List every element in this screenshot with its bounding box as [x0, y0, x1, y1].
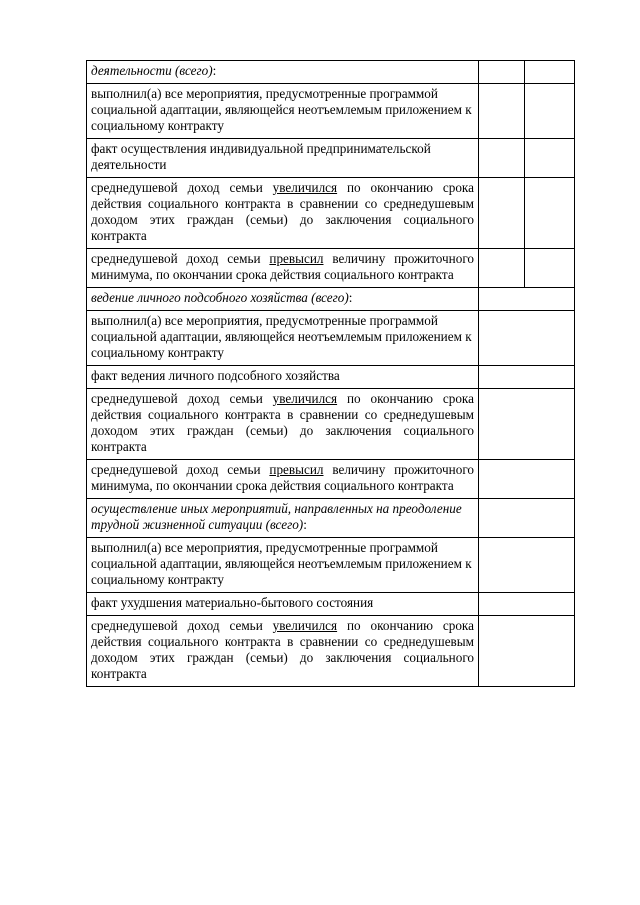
section-header-label: деятельности (всего) [91, 63, 213, 78]
income-change-keyword: увеличился [272, 180, 338, 195]
table-row [87, 366, 575, 389]
income-indicator-text: среднедушевой доход семьи [91, 462, 270, 477]
income-indicator-cell [87, 389, 479, 460]
table-row [87, 460, 575, 499]
value-cell[interactable] [479, 538, 575, 593]
income-indicator-text: среднедушевой доход семьи [91, 251, 270, 266]
income-indicator-cell [87, 616, 479, 687]
income-indicator-text: величину прожиточного минимума, по окончании срока действия социального контракта [91, 251, 474, 282]
value-cell[interactable] [479, 311, 575, 366]
table-row [87, 61, 575, 84]
indicator-label: факт осуществления индивидуальной предпринимательской деятельности [91, 141, 431, 172]
table-row [87, 311, 575, 366]
table-row [87, 538, 575, 593]
indicators-table [86, 60, 575, 687]
indicator-label-cell [87, 139, 479, 178]
value-cell[interactable] [479, 389, 575, 460]
section-header-colon: : [212, 63, 217, 78]
income-change-keyword: превысил [269, 251, 324, 266]
indicator-label: факт ухудшения материально-бытового состояния [91, 595, 374, 610]
indicator-label-cell [87, 538, 479, 593]
table-row [87, 249, 575, 288]
income-indicator-text: среднедушевой доход семьи [91, 618, 273, 633]
table-row [87, 593, 575, 616]
income-indicator-text: среднедушевой доход семьи [91, 180, 273, 195]
section-header-label: ведение личного подсобного хозяйства (всего) [91, 290, 349, 305]
value-cell[interactable] [525, 139, 575, 178]
value-cell[interactable] [479, 616, 575, 687]
indicator-label: выполнил(а) все мероприятия, предусмотренные программой социальной адаптации, являющейся неотъемлемым приложением к социальному контракту [91, 313, 472, 360]
income-indicator-cell [87, 460, 479, 499]
indicator-label-cell [87, 84, 479, 139]
value-cell[interactable] [479, 84, 525, 139]
income-change-keyword: увеличился [272, 391, 338, 406]
income-indicator-text: по окончанию срока действия социального контракта в сравнении со среднедушевым доходом этих граждан (семьи) до заключения социального контракта [91, 618, 474, 681]
value-cell[interactable] [479, 178, 525, 249]
value-cell[interactable] [479, 593, 575, 616]
value-cell[interactable] [525, 178, 575, 249]
section-header-colon: : [303, 517, 307, 532]
value-cell[interactable] [479, 61, 525, 84]
value-cell[interactable] [479, 139, 525, 178]
table-row [87, 616, 575, 687]
value-cell[interactable] [479, 366, 575, 389]
income-change-keyword: превысил [269, 462, 324, 477]
table-row [87, 499, 575, 538]
value-cell[interactable] [479, 460, 575, 499]
value-cell[interactable] [525, 61, 575, 84]
income-indicator-text: по окончанию срока действия социального контракта в сравнении со среднедушевым доходом этих граждан (семьи) до заключения социального контракта [91, 180, 474, 243]
income-indicator-text: среднедушевой доход семьи [91, 391, 273, 406]
table-row [87, 178, 575, 249]
value-cell[interactable] [479, 288, 575, 311]
indicator-label: выполнил(а) все мероприятия, предусмотренные программой социальной адаптации, являющейся неотъемлемым приложением к социальному контракту [91, 86, 472, 133]
table-row [87, 139, 575, 178]
section-header-colon: : [348, 290, 353, 305]
indicator-label-cell [87, 593, 479, 616]
income-indicator-cell [87, 249, 479, 288]
value-cell[interactable] [525, 249, 575, 288]
section-header-cell [87, 61, 479, 84]
table-row [87, 288, 575, 311]
indicators-table-body [87, 61, 575, 687]
income-indicator-cell [87, 178, 479, 249]
table-row [87, 389, 575, 460]
value-cell[interactable] [525, 84, 575, 139]
indicator-label-cell [87, 311, 479, 366]
indicator-label: выполнил(а) все мероприятия, предусмотренные программой социальной адаптации, являющейся неотъемлемым приложением к социальному контракту [91, 540, 472, 587]
table-row [87, 84, 575, 139]
section-header-cell [87, 288, 479, 311]
indicator-label: факт ведения личного подсобного хозяйства [91, 368, 340, 383]
income-change-keyword: увеличился [272, 618, 338, 633]
section-header-label: осуществление иных мероприятий, направленных на преодоление трудной жизненной ситуации (всего) [91, 501, 462, 532]
income-indicator-text: величину прожиточного минимума, по окончании срока действия социального контракта [91, 462, 474, 493]
section-header-cell [87, 499, 479, 538]
value-cell[interactable] [479, 249, 525, 288]
value-cell[interactable] [479, 499, 575, 538]
income-indicator-text: по окончанию срока действия социального контракта в сравнении со среднедушевым доходом этих граждан (семьи) до заключения социального контракта [91, 391, 474, 454]
indicator-label-cell [87, 366, 479, 389]
